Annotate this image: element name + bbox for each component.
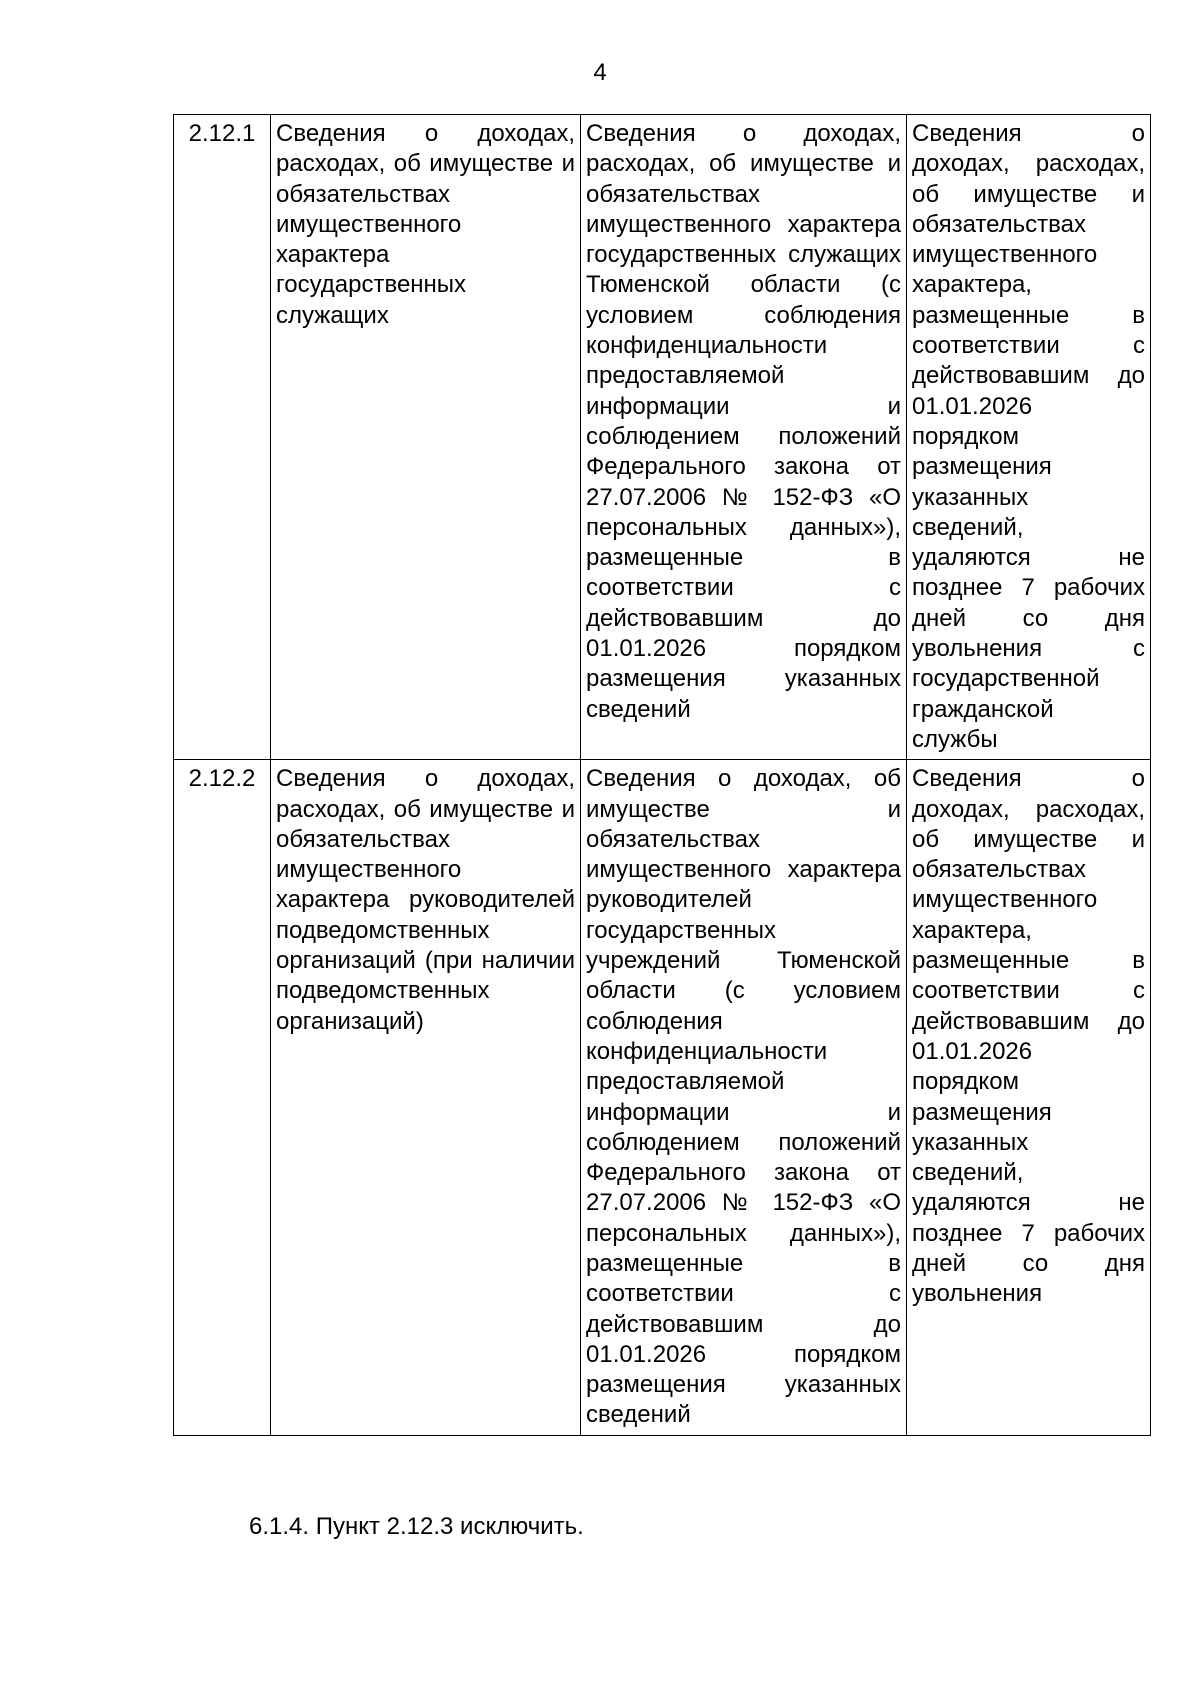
info-term-cell: Сведения о доходах, расходах, об имуществе и обязательствах имущественного характера, размещенные в соответствии с действовавшим до 01.01.2026 порядком размещения указанных сведений, удаляются не позднее 7 рабочих дней со дня увольнения bbox=[907, 760, 1151, 1436]
row-number: 2.12.2 bbox=[174, 760, 271, 1436]
page-number: 4 bbox=[593, 59, 607, 86]
info-content-cell: Сведения о доходах, об имуществе и обязательствах имущественного характера руководителей государственных учреждений Тюменской области (с условием соблюдения конфиденциальности предоставляемой информации и соблюдением положений Федерального закона от 27.07.2006 № 152-ФЗ «О персональных данных»), размещенные в соответствии с действовавшим до 01.01.2026 порядком размещения указанных сведений bbox=[581, 760, 907, 1436]
row-number: 2.12.1 bbox=[174, 115, 271, 760]
info-term-cell: Сведения о доходах, расходах, об имуществе и обязательствах имущественного характера, размещенные в соответствии с действовавшим до 01.01.2026 порядком размещения указанных сведений, удаляются не позднее 7 рабочих дней со дня увольнения с государственной гражданской службы bbox=[907, 115, 1151, 760]
info-name-cell: Сведения о доходах, расходах, об имуществе и обязательствах имущественного характера государственных служащих bbox=[271, 115, 581, 760]
table-row bbox=[174, 115, 1151, 760]
clause-paragraph: 6.1.4. Пункт 2.12.3 исключить. bbox=[249, 1513, 584, 1540]
info-name-cell: Сведения о доходах, расходах, об имуществе и обязательствах имущественного характера руководителей подведомственных организаций (при наличии подведомственных организаций) bbox=[271, 760, 581, 1436]
table-row bbox=[174, 760, 1151, 1436]
info-content-cell: Сведения о доходах, расходах, об имуществе и обязательствах имущественного характера государственных служащих Тюменской области (с условием соблюдения конфиденциальности предоставляемой информации и соблюдением положений Федерального закона от 27.07.2006 № 152-ФЗ «О персональных данных»), размещенные в соответствии с действовавшим до 01.01.2026 порядком размещения указанных сведений bbox=[581, 115, 907, 760]
document-table bbox=[173, 114, 1151, 1436]
